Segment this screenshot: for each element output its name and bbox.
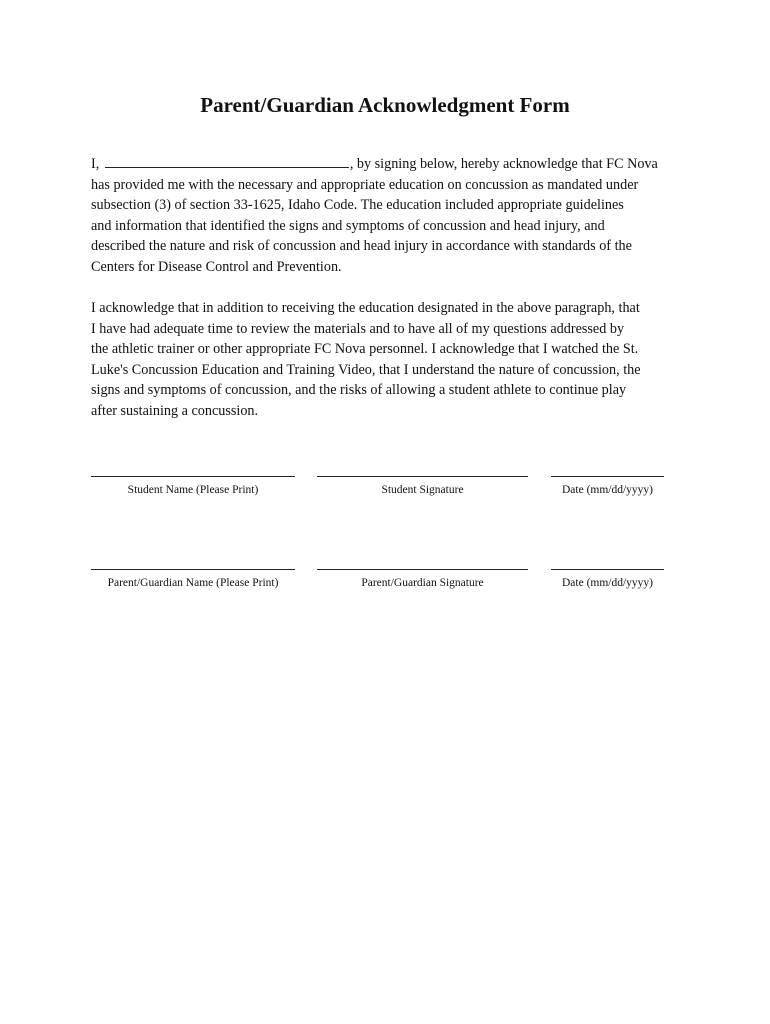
paragraph-2-line-2: I have had adequate time to review the materials and to have all of my questions addressed by <box>91 320 625 337</box>
parent-name-field[interactable] <box>91 569 295 589</box>
paragraph-2-line-3: the athletic trainer or other appropriate FC Nova personnel. I acknowledge that I watched the St. <box>91 341 639 358</box>
student-date-field[interactable] <box>551 476 664 496</box>
parent-signature-row <box>0 569 770 609</box>
student-date-label: Date (mm/dd/yyyy) <box>561 484 654 496</box>
parent-signature-field[interactable] <box>317 569 528 589</box>
name-fill-in-blank[interactable] <box>105 155 349 168</box>
paragraph-1-line-3: subsection (3) of section 33-1625, Idaho Code. The education included appropriate guidelines <box>91 197 624 214</box>
paragraph-2-line-1: I acknowledge that in addition to receiving the education designated in the above paragraph, that <box>91 300 640 316</box>
parent-date-field[interactable] <box>551 569 664 589</box>
student-name-line[interactable] <box>91 476 295 477</box>
student-name-label: Student Name (Please Print) <box>127 484 259 496</box>
student-signature-line[interactable] <box>317 476 528 477</box>
paragraph-1-line-6: Centers for Disease Control and Prevention. <box>91 258 342 275</box>
paragraph-1-prefix: I, <box>91 156 100 172</box>
student-signature-field[interactable] <box>317 476 528 496</box>
acknowledgment-paragraph-1 <box>91 154 681 278</box>
paragraph-1-line-2: has provided me with the necessary and appropriate education on concussion as mandated under <box>91 176 639 193</box>
student-signature-row <box>0 476 770 516</box>
student-name-field[interactable] <box>91 476 295 496</box>
parent-signature-line[interactable] <box>317 569 528 570</box>
parent-name-line[interactable] <box>91 569 295 570</box>
paragraph-1-line-1-text: , by signing below, hereby acknowledge that FC Nova <box>349 156 658 172</box>
student-signature-label: Student Signature <box>381 484 464 496</box>
student-date-line[interactable] <box>551 476 664 477</box>
parent-name-label: Parent/Guardian Name (Please Print) <box>107 577 279 589</box>
paragraph-2-line-6: after sustaining a concussion. <box>91 402 259 419</box>
parent-signature-label: Parent/Guardian Signature <box>361 577 484 589</box>
parent-date-label: Date (mm/dd/yyyy) <box>561 577 654 589</box>
acknowledgment-paragraph-2 <box>91 298 681 422</box>
paragraph-2-line-5: signs and symptoms of concussion, and the risks of allowing a student athlete to continue play <box>91 382 627 399</box>
parent-date-line[interactable] <box>551 569 664 570</box>
paragraph-1-line-4: and information that identified the signs and symptoms of concussion and head injury, and <box>91 217 605 234</box>
paragraph-1-line-5: described the nature and risk of concussion and head injury in accordance with standards of the <box>91 238 632 255</box>
paragraph-2-line-4: Luke's Concussion Education and Training Video, that I understand the nature of concussion, the <box>91 361 641 378</box>
form-title: Parent/Guardian Acknowledgment Form <box>200 93 570 117</box>
paragraph-1-line-1 <box>91 154 681 175</box>
